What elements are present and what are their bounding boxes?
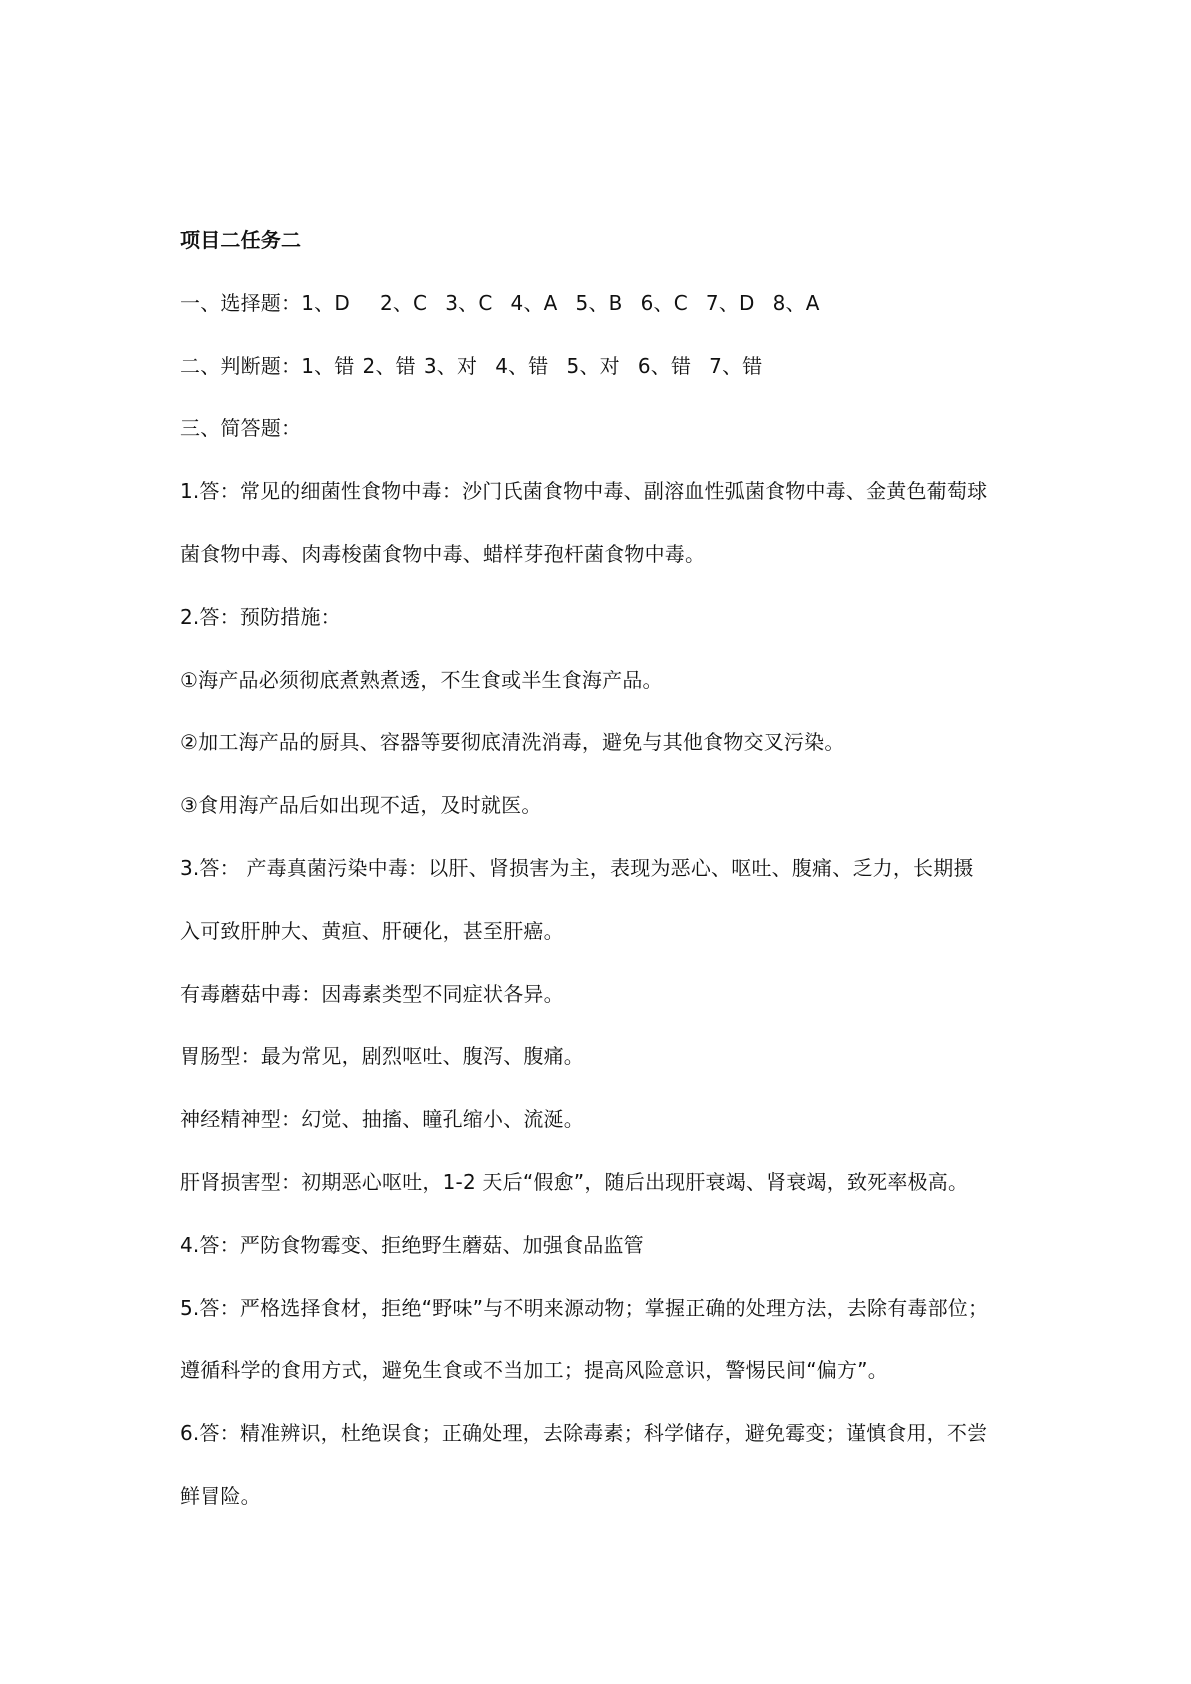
choice-label: 一、选择题： <box>180 290 302 315</box>
answer-line: 入可致肝肿大、黄疸、肝硬化，甚至肝癌。 <box>180 918 564 943</box>
answer-line: 5.答：严格选择食材，拒绝“野味”与不明来源动物；掌握正确的处理方法，去除有毒部位； <box>180 1295 989 1320</box>
answer-line: ③食用海产品后如出现不适，及时就医。 <box>180 793 542 818</box>
judge-label: 二、判断题： <box>180 353 302 378</box>
answer-line: 1.答：常见的细菌性食物中毒：沙门氏菌食物中毒、副溶血性弧菌食物中毒、金黄色葡萄球 <box>180 479 988 504</box>
judge-answer: 5、对 <box>566 353 620 378</box>
answer-line: 有毒蘑菇中毒：因毒素类型不同症状各异。 <box>180 981 564 1006</box>
judge-answers-row <box>180 354 1040 417</box>
answer-line: 2.答：预防措施： <box>180 604 341 629</box>
choice-answer: 4、A <box>510 290 558 315</box>
choice-answer: 6、C <box>640 290 688 315</box>
answer-line: ②加工海产品的厨具、容器等要彻底清洗消毒，避免与其他食物交叉污染。 <box>180 730 845 755</box>
short-answer-heading: 三、简答题： <box>180 416 302 441</box>
judge-answer: 2、错 <box>362 353 416 378</box>
choice-answer: 3、C <box>445 290 493 315</box>
choice-answers-row <box>180 291 1040 354</box>
answer-line: 4.答：严防食物霉变、拒绝野生蘑菇、加强食品监管 <box>180 1232 644 1257</box>
choice-answer: 5、B <box>575 290 623 315</box>
judge-answer: 6、错 <box>637 353 692 378</box>
document-body <box>180 228 1040 1547</box>
answer-line: 肝肾损害型：初期恶心呕吐，1-2 天后“假愈”，随后出现肝衰竭、肾衰竭，致死率极高。 <box>180 1169 969 1194</box>
answer-line: 鲜冒险。 <box>180 1483 261 1508</box>
answer-line: 3.答： 产毒真菌污染中毒：以肝、肾损害为主，表现为恶心、呕吐、腹痛、乏力，长期摄 <box>180 855 974 880</box>
answer-line: 神经精神型：幻觉、抽搐、瞳孔缩小、流涎。 <box>180 1107 584 1132</box>
judge-answer: 7、错 <box>709 353 763 378</box>
answer-line: 遵循科学的食用方式，避免生食或不当加工；提高风险意识，警惕民间“偏方”。 <box>180 1358 888 1383</box>
choice-answer: 2、C <box>379 290 428 315</box>
judge-answer: 1、错 <box>301 353 355 378</box>
answer-line: 胃肠型：最为常见，剧烈呕吐、腹泻、腹痛。 <box>180 1044 584 1069</box>
judge-answer: 3、对 <box>423 353 478 378</box>
choice-answer: 1、D <box>301 290 350 315</box>
answer-line: ①海产品必须彻底煮熟煮透，不生食或半生食海产品。 <box>180 667 663 692</box>
document-title: 项目二任务二 <box>180 228 302 252</box>
choice-answer: 8、A <box>772 290 820 315</box>
choice-answer: 7、D <box>705 290 755 315</box>
answer-line: 6.答：精准辨识，杜绝误食；正确处理，去除毒素；科学储存，避免霉变；谨慎食用，不尝 <box>180 1421 988 1446</box>
judge-answer: 4、错 <box>495 353 549 378</box>
answer-line: 菌食物中毒、肉毒梭菌食物中毒、蜡样芽孢杆菌食物中毒。 <box>180 541 706 566</box>
